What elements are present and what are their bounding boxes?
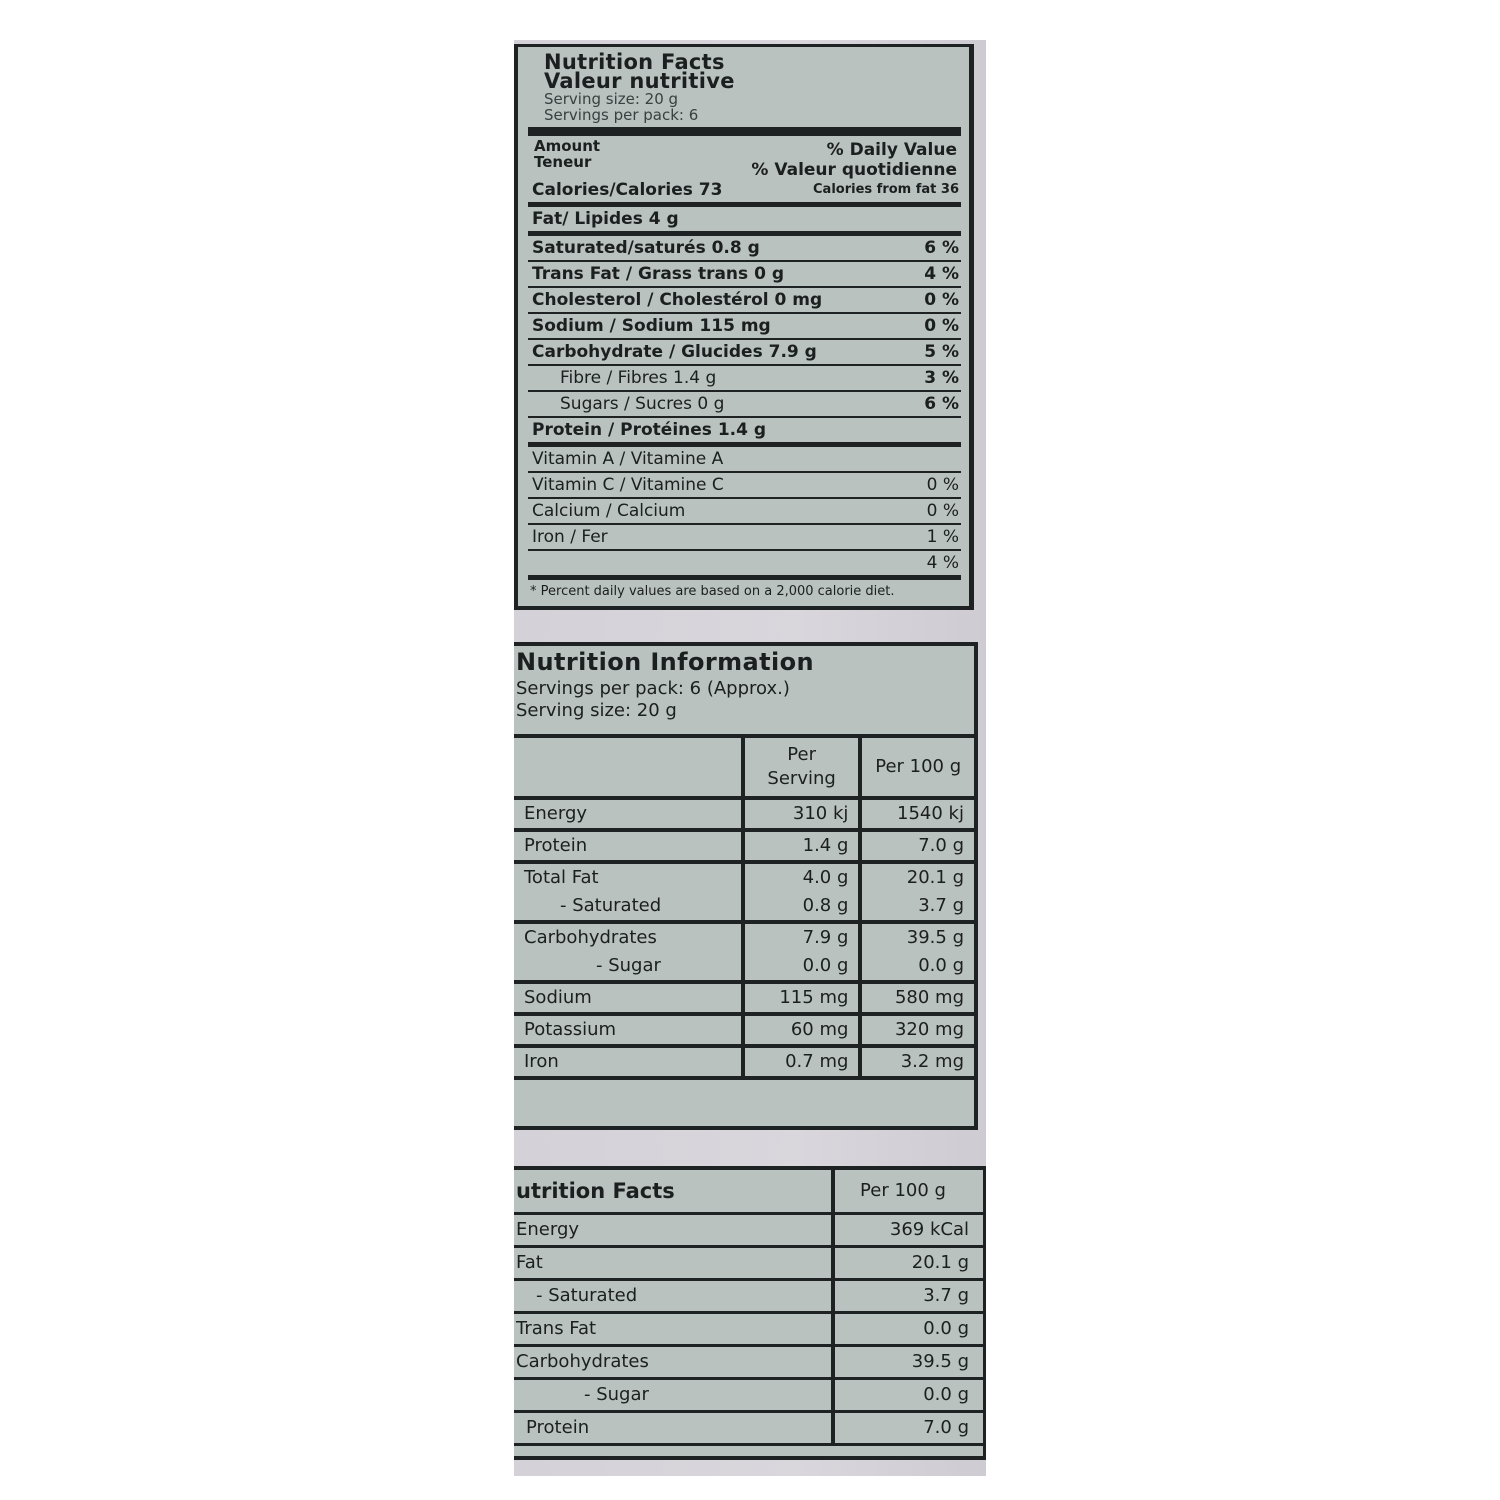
footnote: * Percent daily values are based on a 2,000 calorie diet.	[530, 584, 895, 599]
info-table	[514, 738, 974, 1080]
table-row: Sodium 115 mg 580 mg	[514, 982, 974, 1014]
col-per-100g: Per 100 g	[860, 738, 974, 798]
vitamin-row: Calcium / Calcium 0 %	[528, 499, 961, 525]
nutrient-row: Trans Fat / Grass trans 0 g 4 %	[528, 262, 961, 288]
facts-table	[514, 1170, 983, 1446]
nutrient-row: Fibre / Fibres 1.4 g 3 %	[528, 366, 961, 392]
amount-header	[528, 136, 961, 178]
canadian-nutrition-facts-panel	[514, 44, 974, 610]
daily-value-label-fr: % Valeur quotidienne	[751, 160, 957, 180]
nutrient-row: Carbohydrate / Glucides 7.9 g 5 %	[528, 340, 961, 366]
vitamin-row: Vitamin C / Vitamine C 0 %	[528, 473, 961, 499]
info-servings: Servings per pack: 6 (Approx.)	[516, 678, 790, 699]
col-per-serving: Per Serving	[743, 738, 861, 798]
amount-label: Amount	[534, 137, 601, 155]
table-row: Potassium 60 mg 320 mg	[514, 1014, 974, 1046]
vitamin-row: Iron / Fer 1 %	[528, 525, 961, 551]
facts-title-en: Nutrition Facts	[544, 50, 725, 74]
table-row: Protein 7.0 g	[514, 1412, 983, 1445]
table-row: Iron 0.7 mg 3.2 mg	[514, 1046, 974, 1078]
nutrient-row: Sugars / Sucres 0 g 6 %	[528, 392, 961, 418]
nutrient-row: Sodium / Sodium 115 mg 0 %	[528, 314, 961, 340]
info-title: Nutrition Information	[516, 648, 814, 676]
nutrition-facts-per-100g-panel	[514, 1166, 986, 1460]
daily-value-label: % Daily Value	[826, 140, 957, 160]
table-row: Energy 369 kCal	[514, 1214, 983, 1247]
table-row: Total Fat - Saturated 4.0 g 0.8 g 20.1 g 3.7 g	[514, 862, 974, 922]
servings-per-pack: Servings per pack: 6	[544, 106, 699, 124]
nutrient-row: Fat/ Lipides 4 g	[528, 207, 961, 236]
facts-col-header: Per 100 g	[833, 1170, 983, 1214]
nutrient-row: Cholesterol / Cholestérol 0 mg 0 %	[528, 288, 961, 314]
table-row: - Saturated 3.7 g	[514, 1280, 983, 1313]
table-row: Carbohydrates 39.5 g	[514, 1346, 983, 1379]
table-row: - Sugar 0.0 g	[514, 1379, 983, 1412]
empty-header-cell	[514, 738, 743, 798]
nutrient-row: Calories/Calories 73 Calories from fat 36	[528, 178, 961, 207]
table-row: Carbohydrates - Sugar 7.9 g 0.0 g 39.5 g 0.0 g	[514, 922, 974, 982]
vitamin-row: 4 %	[528, 551, 961, 580]
table-row: Protein 1.4 g 7.0 g	[514, 830, 974, 862]
nutrient-row: Saturated/saturés 0.8 g 6 %	[528, 236, 961, 262]
vitamin-row: Vitamin A / Vitamine A	[528, 447, 961, 473]
table-row: Trans Fat 0.0 g	[514, 1313, 983, 1346]
table-header-row	[514, 738, 974, 798]
facts-title-fr: Valeur nutritive	[544, 69, 735, 93]
table-row: Energy 310 kj 1540 kj	[514, 798, 974, 830]
facts-title: utrition Facts	[514, 1170, 833, 1214]
serving-size: Serving size: 20 g	[544, 90, 679, 108]
info-serving-size: Serving size: 20 g	[516, 700, 677, 721]
facts-header-row	[514, 1170, 983, 1214]
nutrition-information-panel	[514, 642, 978, 1130]
nutrient-row: Protein / Protéines 1.4 g	[528, 418, 961, 447]
thick-divider	[528, 127, 961, 136]
table-row: Fat 20.1 g	[514, 1247, 983, 1280]
amount-label-fr: Teneur	[534, 153, 592, 171]
info-header	[514, 646, 974, 738]
